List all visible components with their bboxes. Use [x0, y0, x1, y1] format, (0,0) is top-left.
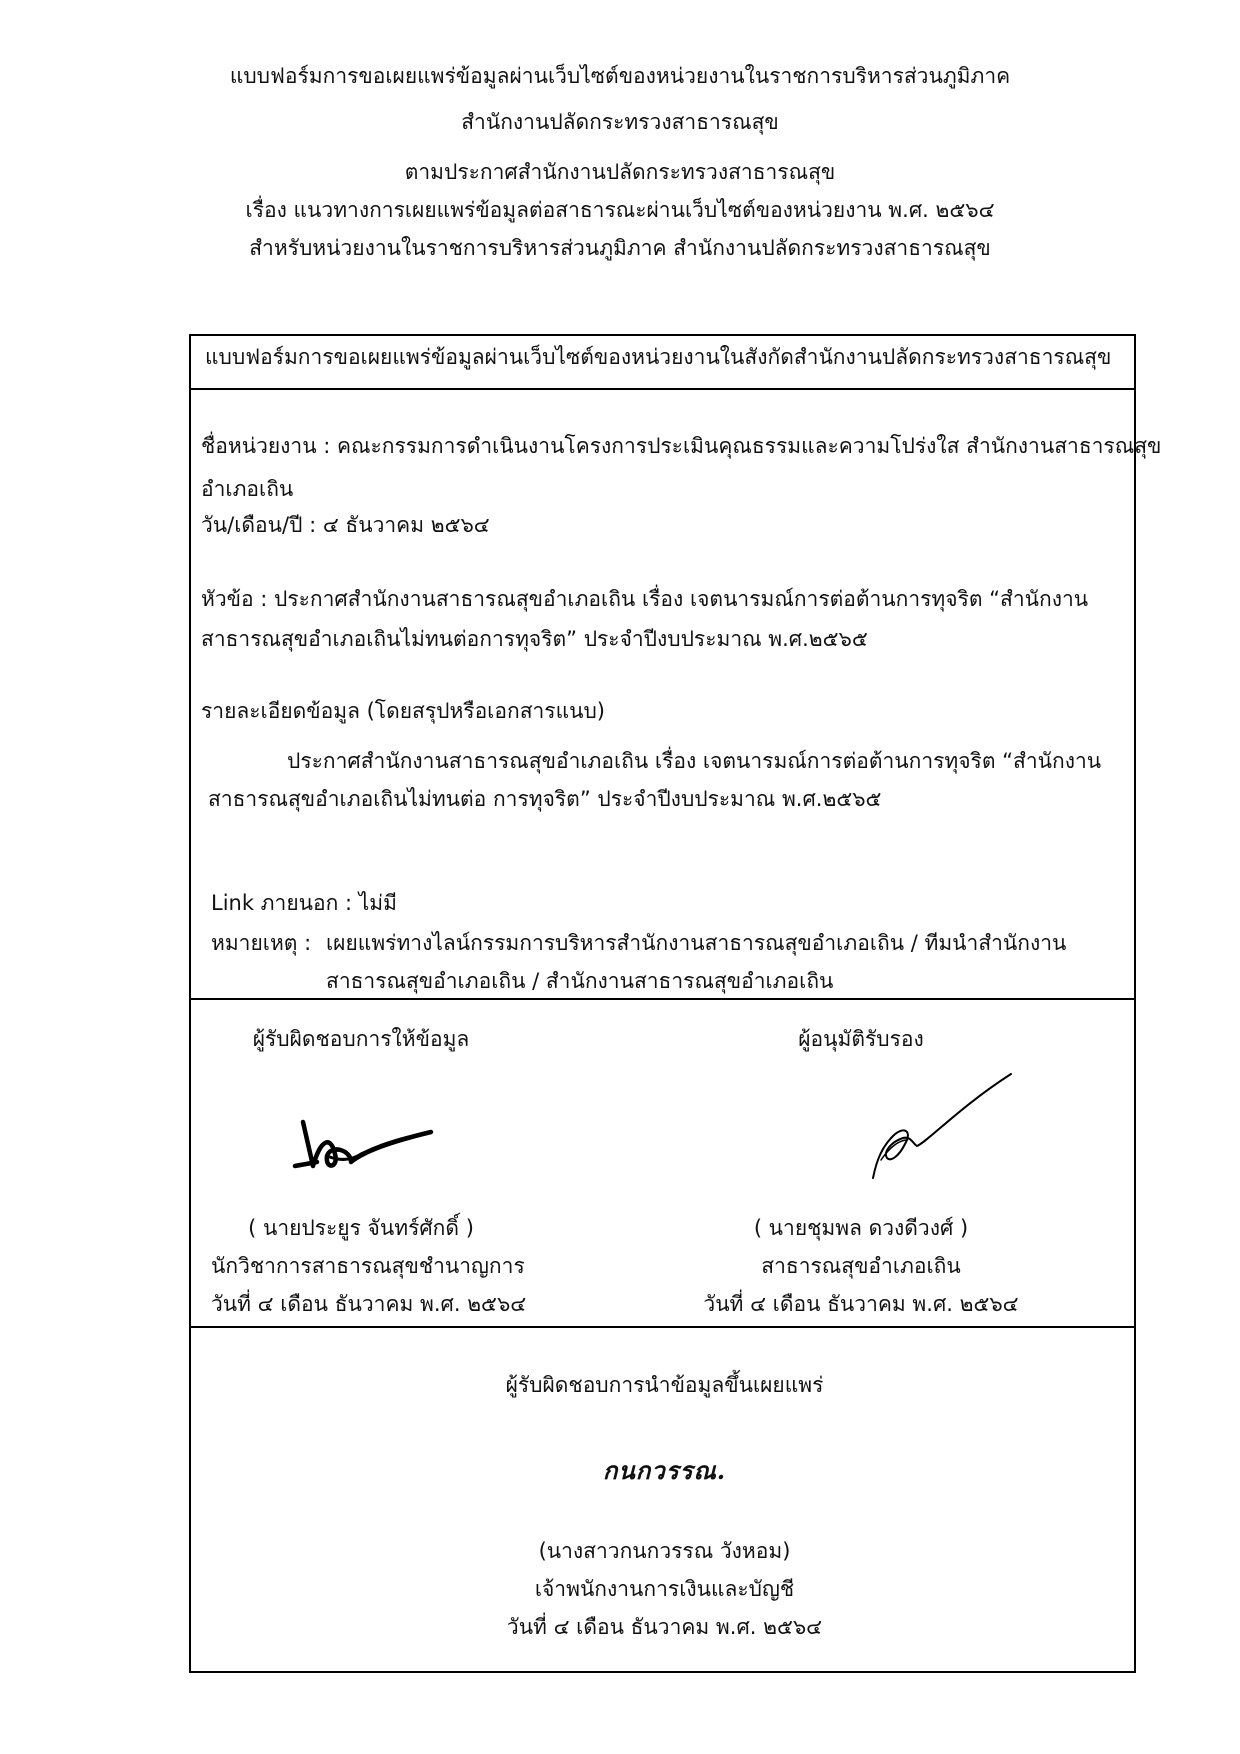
- publication-form: [189, 334, 1162, 1673]
- header-line-4: เรื่อง แนวทางการเผยแพร่ข้อมูลต่อสาธารณะผ่านเว็บไซต์ของหน่วยงาน พ.ศ. ๒๕๖๔: [245, 198, 995, 222]
- detail-line-1: ประกาศสำนักงานสาธารณสุขอำเภอเถิน เรื่อง เจตนารมณ์การต่อต้านการทุจริต “สำนักงาน: [287, 749, 1102, 773]
- external-link-line: Link ภายนอก : ไม่มี: [211, 891, 397, 915]
- remark-label: หมายเหตุ :: [211, 931, 312, 955]
- left-signer-role: ผู้รับผิดชอบการให้ข้อมูล: [252, 1027, 470, 1051]
- divider: [191, 998, 1134, 1000]
- left-signer-date: วันที่ ๔ เดือน ธันวาคม พ.ศ. ๒๕๖๔: [211, 1292, 527, 1316]
- bottom-signer-name: (นางสาวกนกวรรณ วังหอม): [538, 1539, 791, 1563]
- right-signer-date: วันที่ ๔ เดือน ธันวาคม พ.ศ. ๒๕๖๔: [703, 1292, 1019, 1316]
- remark-line-1: เผยแพร่ทางไลน์กรรมการบริหารสำนักงานสาธารณสุขอำเภอเถิน / ทีมนำสำนักงาน: [326, 931, 1067, 955]
- divider: [191, 388, 1134, 390]
- subject-line-2: สาธารณสุขอำเภอเถินไม่ทนต่อการทุจริต” ประจำปีงบประมาณ พ.ศ.๒๕๖๕: [201, 627, 868, 651]
- header-line-3: ตามประกาศสำนักงานปลัดกระทรวงสาธารณสุข: [404, 160, 836, 184]
- right-signer-position: สาธารณสุขอำเภอเถิน: [761, 1254, 961, 1278]
- bottom-signer-role: ผู้รับผิดชอบการนำข้อมูลขึ้นเผยแพร่: [505, 1373, 824, 1397]
- left-signer-name: ( นายประยูร จันทร์ศักดิ์ ): [248, 1216, 474, 1240]
- header-line-2: สำนักงานปลัดกระทรวงสาธารณสุข: [461, 110, 779, 134]
- subject-line-1: หัวข้อ : ประกาศสำนักงานสาธารณสุขอำเภอเถิน เรื่อง เจตนารมณ์การต่อต้านการทุจริต “สำนักงาน: [201, 587, 1089, 611]
- date-line: วัน/เดือน/ปี : ๔ ธันวาคม ๒๕๖๔: [201, 513, 490, 537]
- bottom-handwritten-signature: กนกวรรณ.: [602, 1456, 727, 1485]
- bottom-signer-date: วันที่ ๔ เดือน ธันวาคม พ.ศ. ๒๕๖๔: [506, 1615, 823, 1639]
- divider: [191, 1326, 1134, 1328]
- form-title: แบบฟอร์มการขอเผยแพร่ข้อมูลผ่านเว็บไซต์ของหน่วยงานในสังกัดสำนักงานปลัดกระทรวงสาธารณสุข: [205, 345, 1112, 369]
- detail-label: รายละเอียดข้อมูล (โดยสรุปหรือเอกสารแนบ): [201, 699, 605, 723]
- bottom-signer-position: เจ้าพนักงานการเงินและบัญชี: [534, 1577, 795, 1601]
- header-line-1: แบบฟอร์มการขอเผยแพร่ข้อมูลผ่านเว็บไซต์ของหน่วยงานในราชการบริหารส่วนภูมิภาค: [229, 64, 1011, 88]
- left-signature-icon: [291, 1108, 471, 1188]
- org-name-line-2: อำเภอเถิน: [201, 477, 294, 501]
- right-signer-name: ( นายชุมพล ดวงดีวงศ์ ): [753, 1216, 969, 1240]
- org-name-line-1: ชื่อหน่วยงาน : คณะกรรมการดำเนินงานโครงการประเมินคุณธรรมและความโปร่งใส สำนักงานสาธารณสุข: [201, 434, 1162, 458]
- remark-line-2: สาธารณสุขอำเภอเถิน / สำนักงานสาธารณสุขอำเภอเถิน: [326, 969, 834, 993]
- left-signer-position: นักวิชาการสาธารณสุขชำนาญการ: [211, 1254, 525, 1278]
- right-signer-role: ผู้อนุมัติรับรอง: [798, 1027, 924, 1051]
- header-line-5: สำหรับหน่วยงานในราชการบริหารส่วนภูมิภาค สำนักงานปลัดกระทรวงสาธารณสุข: [249, 236, 991, 260]
- detail-line-2: สาธารณสุขอำเภอเถินไม่ทนต่อ การทุจริต” ประจำปีงบประมาณ พ.ศ.๒๕๖๕: [208, 787, 882, 811]
- right-signature-icon: [861, 1066, 1031, 1186]
